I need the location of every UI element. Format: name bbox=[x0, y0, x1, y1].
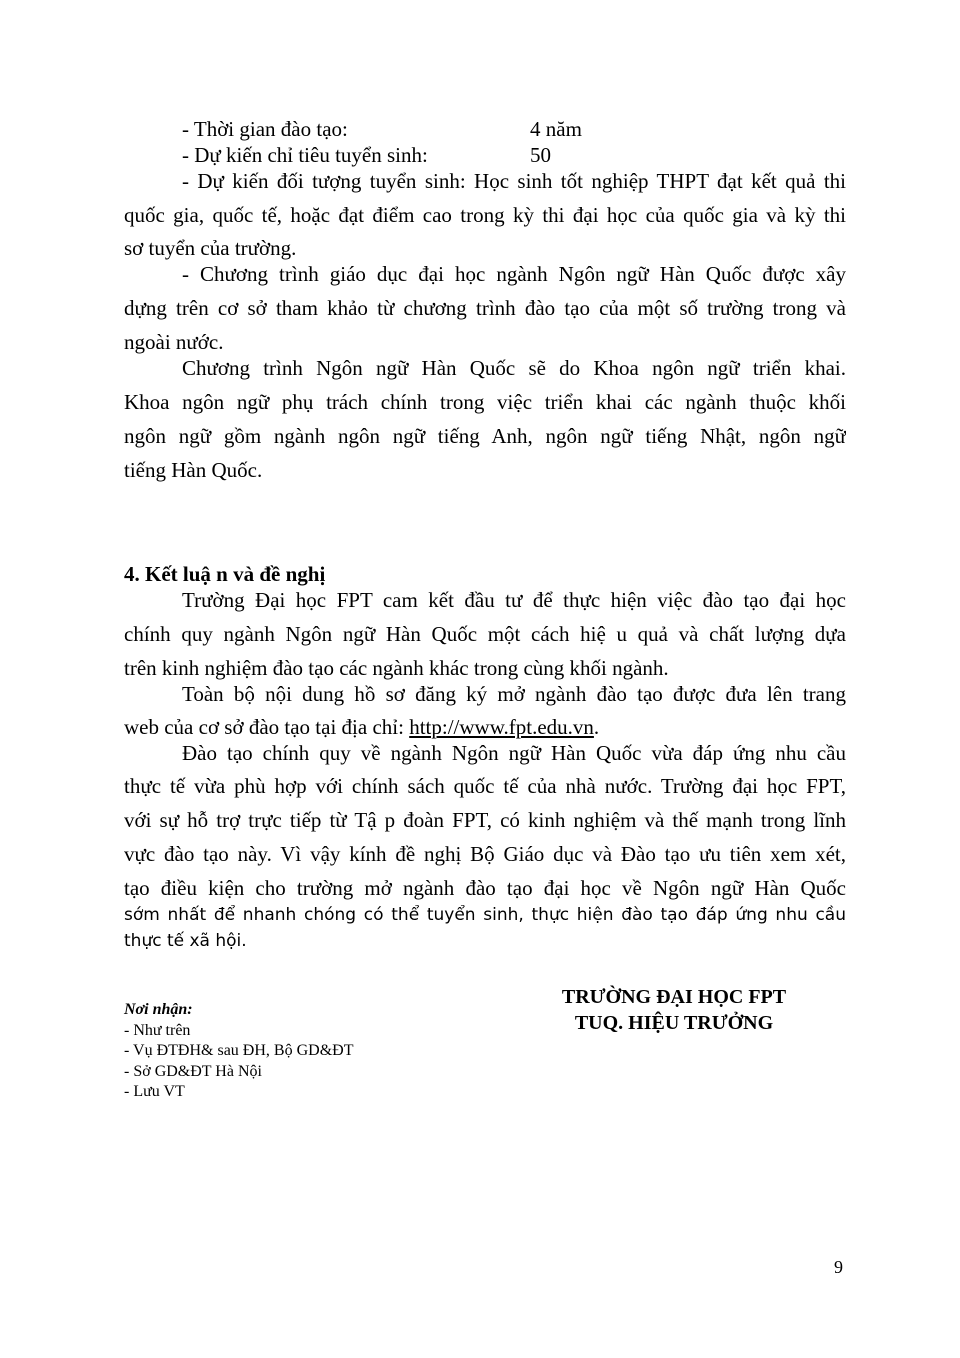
request-line: với sự hỗ trợ trực tiếp từ Tậ p đoàn FPT, có kinh nghiệm và thế mạnh trong lĩnh bbox=[124, 808, 846, 832]
faculty-line: Chương trình Ngôn ngữ Hàn Quốc sẽ do Khoa ngôn ngữ triển khai. bbox=[182, 356, 846, 380]
target-line: - Dự kiến đối tượng tuyển sinh: Học sinh tốt nghiệp THPT đạt kết quả thi bbox=[182, 169, 846, 193]
faculty-line: ngôn ngữ gồm ngành ngôn ngữ tiếng Anh, ngôn ngữ tiếng Nhật, ngôn ngữ bbox=[124, 424, 846, 448]
quota-label: - Dự kiến chỉ tiêu tuyển sinh: bbox=[182, 143, 428, 167]
commit-line: Trường Đại học FPT cam kết đầu tư để thực hiện việc đào tạo đại học bbox=[182, 588, 846, 612]
page-number: 9 bbox=[834, 1257, 843, 1277]
request-line: Đào tạo chính quy về ngành Ngôn ngữ Hàn Quốc vừa đáp ứng nhu cầu bbox=[182, 741, 846, 765]
curriculum-line: - Chương trình giáo dục đại học ngành Ngôn ngữ Hàn Quốc được xây bbox=[182, 262, 846, 286]
curriculum-line: dựng trên cơ sở tham khảo từ chương trình đào tạo của một số trường trong và bbox=[124, 296, 846, 320]
website-link[interactable]: http://www.fpt.edu.vn bbox=[409, 715, 594, 739]
recipient-item: - Sở GD&ĐT Hà Nội bbox=[124, 1063, 262, 1080]
commit-line: trên kinh nghiệm đào tạo các ngành khác trong cùng khối ngành. bbox=[124, 656, 669, 680]
faculty-line: tiếng Hàn Quốc. bbox=[124, 458, 263, 482]
recipient-item: - Lưu VT bbox=[124, 1083, 185, 1100]
web-line bbox=[124, 715, 599, 740]
signature-title: TUQ. HIỆU TRƯỞNG bbox=[574, 1012, 774, 1034]
web-line-suffix: . bbox=[593, 715, 600, 739]
request-line: thực tế xã hội. bbox=[124, 931, 247, 951]
web-line-prefix: web của cơ sở đào tạo tại địa chỉ: bbox=[124, 715, 410, 739]
duration-label: - Thời gian đào tạo: bbox=[182, 117, 348, 141]
quota-value: 50 bbox=[530, 143, 551, 167]
section-heading: 4. Kết luậ n và đề nghị bbox=[124, 562, 326, 586]
recipients-title: Nơi nhận: bbox=[124, 1001, 193, 1018]
request-line: sớm nhất để nhanh chóng có thể tuyển sinh, thực hiện đào tạo đáp ứng nhu cầu bbox=[124, 905, 846, 925]
duration-value: 4 năm bbox=[530, 117, 582, 141]
web-line: Toàn bộ nội dung hồ sơ đăng ký mở ngành đào tạo được đưa lên trang bbox=[182, 682, 846, 706]
faculty-line: Khoa ngôn ngữ phụ trách chính trong việc triển khai các ngành thuộc khối bbox=[124, 390, 846, 414]
target-line: quốc gia, quốc tế, hoặc đạt điểm cao trong kỳ thi đại học của quốc gia và kỳ thi bbox=[124, 203, 846, 227]
request-line: tạo điều kiện cho trường mở ngành đào tạo đại học về Ngôn ngữ Hàn Quốc bbox=[124, 876, 846, 900]
recipient-item: - Vụ ĐTĐH& sau ĐH, Bộ GD&ĐT bbox=[124, 1042, 354, 1059]
commit-line: chính quy ngành Ngôn ngữ Hàn Quốc một cách hiệ u quả và chất lượng dựa bbox=[124, 622, 846, 646]
recipient-item: - Như trên bbox=[124, 1022, 191, 1039]
signature-school: TRƯỜNG ĐẠI HỌC FPT bbox=[561, 986, 787, 1008]
request-line: thực tế vừa phù hợp với chính sách quốc tế của nhà nước. Trường đại học FPT, bbox=[124, 774, 846, 798]
target-line: sơ tuyển của trường. bbox=[124, 236, 297, 260]
curriculum-line: ngoài nước. bbox=[124, 330, 224, 354]
request-line: vực đào tạo này. Vì vậy kính đề nghị Bộ Giáo dục và Đào tạo ưu tiên xem xét, bbox=[124, 842, 846, 866]
